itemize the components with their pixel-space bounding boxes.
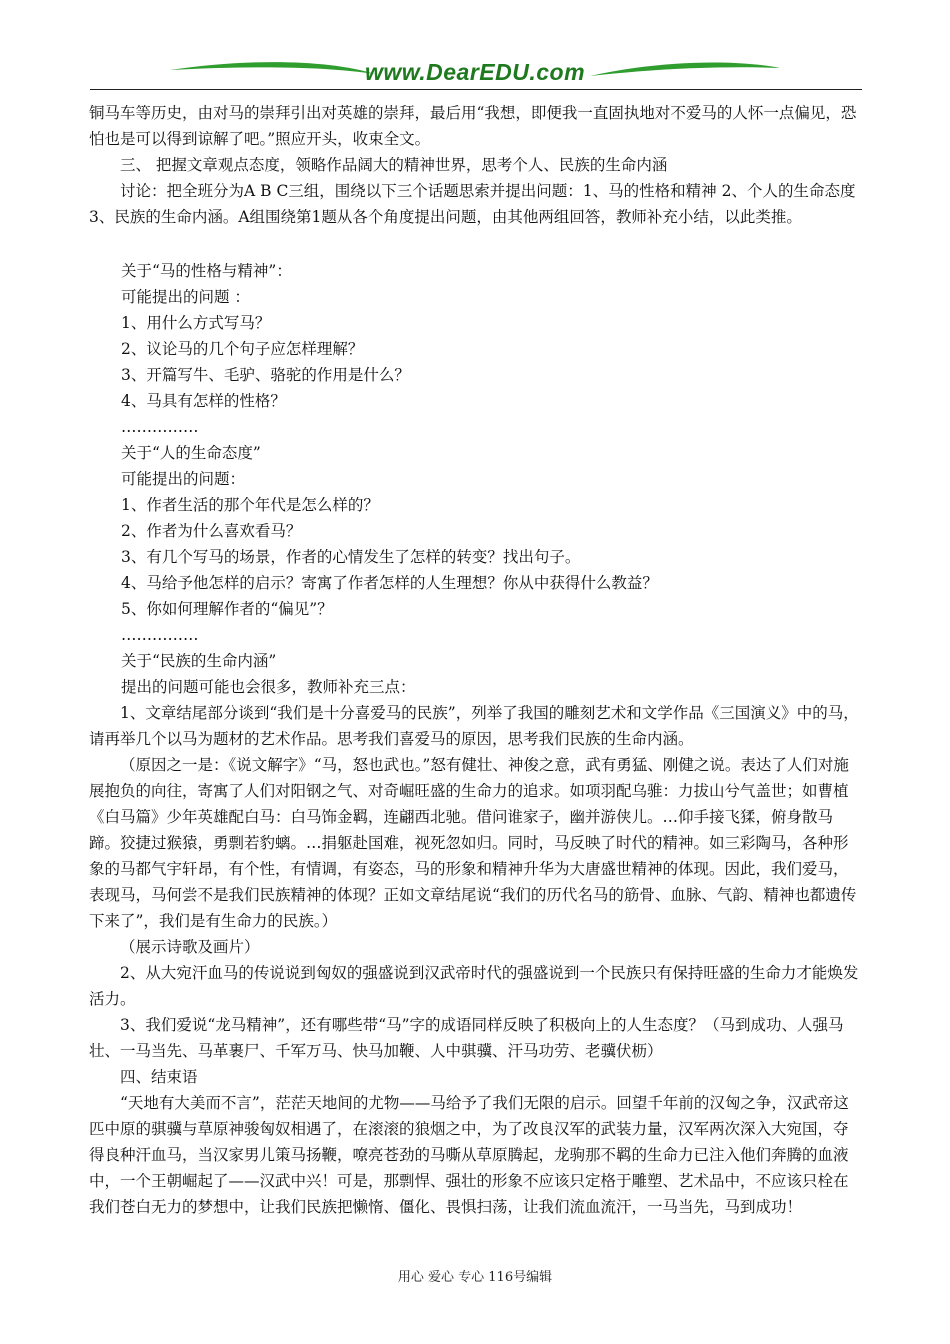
header-rule xyxy=(90,89,862,90)
paragraph-continued: 铜马车等历史，由对马的崇拜引出对英雄的崇拜，最后用“我想，即便我一直固执地对不爱马的人怀一点偏见，恐怕也是可以得到谅解了吧。”照应开头，收束全文。 xyxy=(89,104,857,148)
ellipsis: …………… xyxy=(121,626,199,644)
question-item: 2、议论马的几个句子应怎样理解？ xyxy=(121,340,364,358)
question-item: 1、用什么方式写马？ xyxy=(121,314,271,332)
topic-life-title: 关于“人的生命态度” xyxy=(121,444,261,462)
ellipsis: …………… xyxy=(121,418,199,436)
question-item: 4、马给予他怎样的启示？寄寓了作者怎样的人生理想？你从中获得什么教益？ xyxy=(121,574,658,592)
closing-paragraph: “天地有大美而不言”，茫茫天地间的尤物——马给予了我们无限的启示。回望千年前的汉匈之争，汉武帝这匹中原的骐骥与草原神骏匈奴相遇了，在滚滚的狼烟之中，为了改良汉军的武装力量，汉军两次深入大宛国，夺得良种汗血马，当汉家男儿策马扬鞭，嘹亮苍劲的马嘶从草原腾起，龙驹那不羁的生命力已注入他们奔腾的血液中，一个王朝崛起了——汉武中兴！可是，那剽悍、强壮的形象不应该只定格于雕塑、艺术品中，不应该只栓在我们苍白无力的梦想中，让我们民族把懒惰、僵化、畏惧扫荡，让我们流血流汗，一马当先，马到成功！ xyxy=(89,1094,849,1216)
question-item: 5、你如何理解作者的“偏见”？ xyxy=(121,600,333,618)
nation-point-1: 1、文章结尾部分谈到“我们是十分喜爱马的民族”，列举了我国的雕刻艺术和文学作品《三国演义》中的马，请再举几个以马为题材的艺术作品。思考我们喜爱马的原因，思考我们民族的生命内涵。 xyxy=(89,704,859,748)
section-heading-3: 三、 把握文章观点态度，领略作品阔大的精神世界，思考个人、民族的生命内涵 xyxy=(120,156,668,174)
page-header xyxy=(90,56,860,90)
section-heading-4: 四、结束语 xyxy=(120,1068,198,1086)
nation-explanation: （原因之一是：《说文解字》“马，怒也武也。”怒有健壮、神俊之意，武有勇猛、刚健之说。表达了人们对施展抱负的向往，寄寓了人们对阳钢之气、对奇崛旺盛的生命力的追求。如项羽配乌骓：力拔山兮气盖世；如曹植《白马篇》少年英雄配白马：白马饰金羁，连翩西北驰。借问谁家子，幽并游侠儿。…仰手接飞猱，俯身散马蹄。狡捷过猴猿，勇剽若豹螭。…捐躯赴国难，视死忽如归。同时，马反映了时代的精神。如三彩陶马，各种形象的马都气宇轩昂，有个性，有情调，有姿态，马的形象和精神升华为大唐盛世精神的体现。因此，我们爱马，表现马，马何尝不是我们民族精神的体现？正如文章结尾说“我们的历代名马的筋骨、血脉、气韵、精神也都遗传下来了”，我们是有生命力的民族。） xyxy=(89,756,857,930)
question-item: 4、马具有怎样的性格？ xyxy=(121,392,286,410)
topic-nation-subtitle: 提出的问题可能也会很多，教师补充三点： xyxy=(121,678,416,696)
topic-nation-title: 关于“民族的生命内涵” xyxy=(121,652,277,670)
topic-horse-title: 关于“马的性格与精神”： xyxy=(121,262,292,280)
site-logo[interactable]: www.DearEDU.com xyxy=(364,59,586,85)
document-body xyxy=(89,100,863,1220)
discussion-paragraph: 讨论：把全班分为A B C三组，围绕以下三个话题思索并提出问题：1、马的性格和精神 2、个人的生命态度 3、民族的生命内涵。A组围绕第1题从各个角度提出问题，由其他两组回答，教师补充小结，以此类推。 xyxy=(89,182,856,226)
question-item: 2、作者为什么喜欢看马？ xyxy=(121,522,302,540)
topic-horse-subtitle: 可能提出的问题 ： xyxy=(121,288,250,306)
page-footer: 用心 爱心 专心 116号编辑 xyxy=(397,1270,553,1285)
nation-point-3: 3、我们爱说“龙马精神”，还有哪些带“马”字的成语同样反映了积极向上的人生态度？（马到成功、人强马壮、一马当先、马革裹尸、千军万马、快马加鞭、人中骐骥、汗马功劳、老骥伏枥） xyxy=(89,1016,844,1060)
question-item: 3、开篇写牛、毛驴、骆驼的作用是什么？ xyxy=(121,366,410,384)
question-item: 3、有几个写马的场景，作者的心情发生了怎样的转变？找出句子。 xyxy=(121,548,581,566)
question-item: 1、作者生活的那个年代是怎么样的？ xyxy=(121,496,379,514)
display-note: （展示诗歌及画片） xyxy=(120,938,260,956)
topic-life-subtitle: 可能提出的问题： xyxy=(121,470,246,488)
nation-point-2: 2、从大宛汗血马的传说说到匈奴的强盛说到汉武帝时代的强盛说到一个民族只有保持旺盛的生命力才能焕发活力。 xyxy=(89,964,859,1008)
